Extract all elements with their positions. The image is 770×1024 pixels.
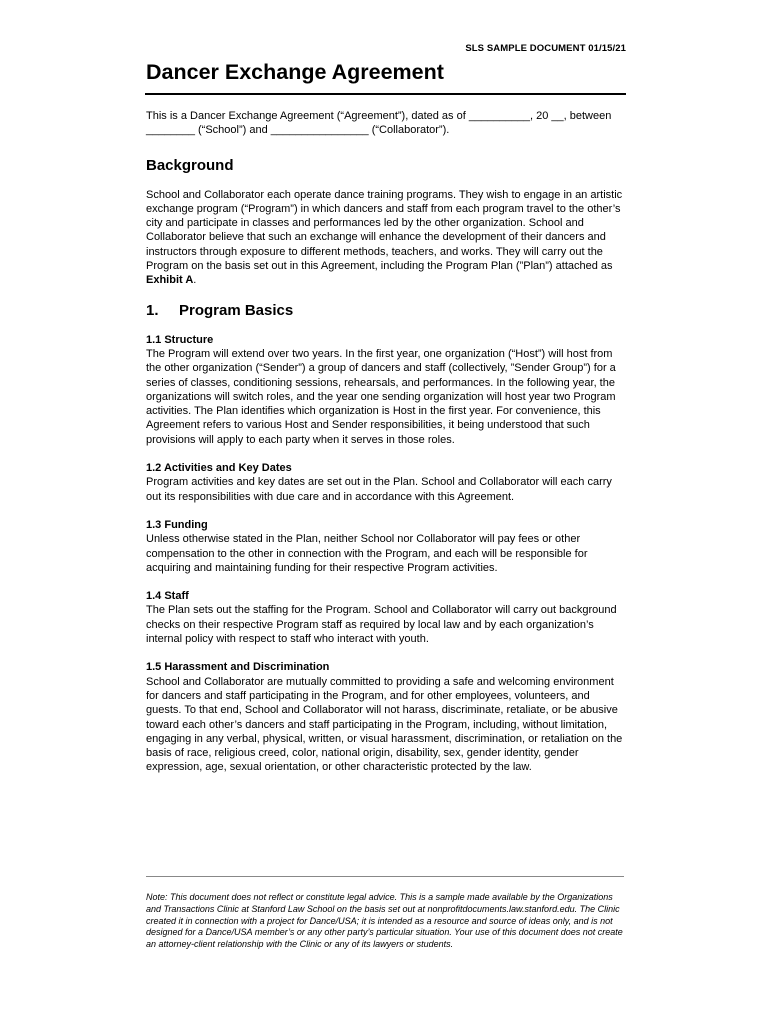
subsection-text: Unless otherwise stated in the Plan, neither School nor Collaborator will pay fees or other compensation to the other in connection with the Program, and each will be responsible for acquiring and maintaining funding for their respective Program activities.	[146, 533, 588, 574]
subsection-text: The Plan sets out the staffing for the Program. School and Collaborator will carry out background checks on their respective Program staff as required by local law and by each organization’s internal policy with respect to staff who interact with youth.	[146, 604, 617, 646]
subsection-title: 1.3 Funding	[146, 518, 208, 531]
subsection-text: Program activities and key dates are set out in the Plan. School and Collaborator will each carry out its responsibilities with due care and in accordance with this Agreement.	[146, 476, 612, 503]
subsection-title: 1.4 Staff	[146, 590, 189, 603]
section-1-heading	[146, 302, 628, 320]
section-1-number: 1.	[146, 301, 159, 319]
subsection-text: The Program will extend over two years. In the first year, one organization (“Host”) will host from the other organization (“Sender”) a group of dancers and staff (collectively, ”Sender Group”) for a series of classes, conditioning sessions, rehearsals, and performances. In the following year, the organizations will switch roles, and the year one sending organization will host year two Program activities. The Plan identifies which organization is Host in the first year. For convenience, this Agreement refers to various Host and Sender responsibilities, it being understood that such provisions will apply to each party when it serves in those roles.	[146, 347, 616, 446]
document-tag: SLS SAMPLE DOCUMENT 01/15/21	[465, 43, 626, 54]
document-title: Dancer Exchange Agreement	[146, 60, 444, 84]
subsection-1-4	[146, 589, 628, 646]
exhibit-reference: Exhibit A	[146, 274, 194, 287]
subsection-title: 1.2 Activities and Key Dates	[146, 462, 292, 475]
background-heading: Background	[146, 156, 234, 174]
footnote-divider	[146, 876, 624, 877]
subsection-1-2	[146, 461, 628, 504]
subsection-1-5	[146, 660, 628, 774]
section-1-title: Program Basics	[179, 301, 294, 319]
document-body	[146, 109, 628, 789]
background-paragraph	[146, 188, 628, 288]
subsection-title: 1.5 Harassment and Discrimination	[146, 661, 330, 674]
background-text: School and Collaborator each operate dance training programs. They wish to engage in an artistic exchange program (“Program”) in which dancers and staff from each program travel to the other’s city and participate in classes and performances led by the other organization. School and Collaborator believe that such an exchange will enhance the development of their dancers and instructors through exposure to different methods, teachers, and works. They will carry out the Program on the basis set out in this Agreement, including the Program Plan (”Plan”) attached as	[146, 188, 623, 273]
subsection-1-1	[146, 333, 628, 447]
subsection-title: 1.1 Structure	[146, 333, 214, 346]
subsection-text: School and Collaborator are mutually committed to providing a safe and welcoming environment for dancers and staff participating in the Program, and for other employees, volunteers, and guests. To that end, School and Collaborator will not harass, discriminate, retaliate, or be abusive toward each other’s dancers and staff participating in the Program, including, without limitation, engaging in any verbal, physical, written, or visual harassment, discrimination, or retaliation on the basis of race, religious creed, color, national origin, disability, sex, gender identity, gender expression, age, sexual orientation, or other characteristic protected by the law.	[146, 675, 623, 774]
title-divider	[145, 93, 626, 95]
intro-paragraph: This is a Dancer Exchange Agreement (“Agreement”), dated as of __________, 20 __, between ________ (“School”) and ________________ (“Collaborator”).	[146, 110, 612, 137]
background-text-end: .	[193, 274, 197, 287]
footnote: Note: This document does not reflect or constitute legal advice. This is a sample made available by the Organizations and Transactions Clinic at Stanford Law School on the basis set out at nonprofitdocuments.law.stanford.edu. The Clinic created it in connection with a project for Dance/USA; it is intended as a resource and source of ideas only, and is not designed for a Dance/USA member’s or any other party’s particular situation. Your use of this document does not create an attorney-client relationship with the Clinic or any of its lawyers or students.	[146, 892, 623, 950]
subsection-1-3	[146, 518, 628, 575]
